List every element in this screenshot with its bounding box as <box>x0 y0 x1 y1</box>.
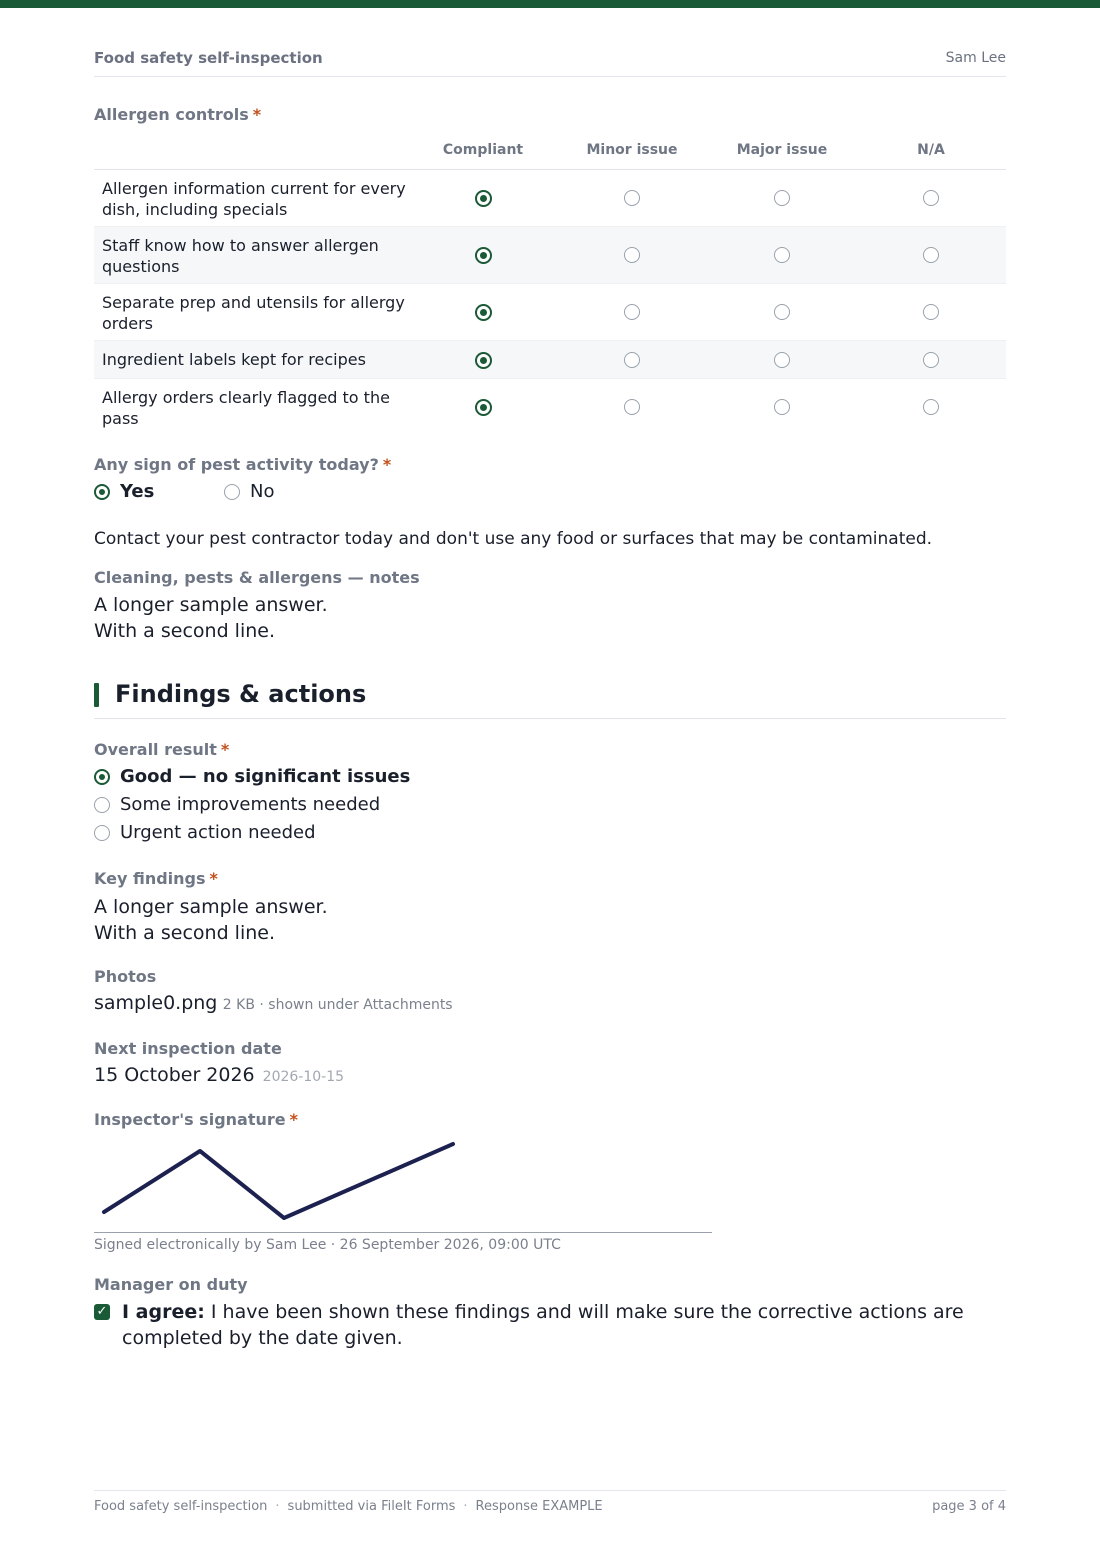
matrix-row <box>94 170 1006 227</box>
signature-stroke <box>104 1144 453 1218</box>
overall-option-good[interactable] <box>94 766 410 787</box>
pest-option-yes[interactable] <box>94 481 154 502</box>
signature-label <box>94 1110 298 1129</box>
pest-activity-label-text: Any sign of pest activity today? <box>94 455 379 474</box>
signature-box <box>94 1138 712 1233</box>
matrix-row-label: Ingredient labels kept for recipes <box>102 350 366 369</box>
column-minor-issue: Minor issue <box>586 142 678 158</box>
next-inspection-label: Next inspection date <box>94 1039 282 1058</box>
notes-answer <box>94 592 328 644</box>
key-findings-answer <box>94 894 328 946</box>
radio-na[interactable] <box>923 304 939 320</box>
footer-separator: · <box>463 1499 468 1514</box>
radio-urgent[interactable] <box>94 825 110 841</box>
signature-label-text: Inspector's signature <box>94 1110 286 1129</box>
allergen-controls-label-text: Allergen controls <box>94 105 249 124</box>
required-marker: * <box>382 455 392 474</box>
overall-option-improvements-label: Some improvements needed <box>120 794 381 815</box>
matrix-row-label: Staff know how to answer allergen questions <box>102 236 379 276</box>
column-na: N/A <box>917 142 945 158</box>
radio-compliant[interactable] <box>475 399 492 416</box>
radio-compliant[interactable] <box>475 190 492 207</box>
radio-na[interactable] <box>923 352 939 368</box>
agree-statement <box>122 1299 1002 1351</box>
overall-option-improvements[interactable] <box>94 794 380 815</box>
radio-minor-issue[interactable] <box>624 352 640 368</box>
required-marker: * <box>209 869 218 888</box>
overall-option-urgent-label: Urgent action needed <box>120 822 316 843</box>
user-name: Sam Lee <box>945 50 1006 66</box>
form-title: Food safety self-inspection <box>94 49 323 67</box>
allergen-controls-label <box>94 105 261 124</box>
radio-major-issue[interactable] <box>774 399 790 415</box>
photo-file-meta: 2 KB · shown under Attachments <box>222 997 453 1013</box>
overall-result-label <box>94 740 229 759</box>
radio-na[interactable] <box>923 399 939 415</box>
radio-major-issue[interactable] <box>774 304 790 320</box>
footer-response: Response EXAMPLE <box>475 1499 603 1514</box>
radio-compliant[interactable] <box>475 352 492 369</box>
overall-option-urgent[interactable] <box>94 822 316 843</box>
agree-bold: I agree: <box>122 1301 205 1323</box>
overall-option-good-label: Good — no significant issues <box>120 766 411 787</box>
matrix-row-label: Separate prep and utensils for allergy orders <box>102 293 405 333</box>
section-accent-bar <box>94 683 99 707</box>
matrix-row-label: Allergen information current for every dish, including specials <box>102 179 406 219</box>
notes-label: Cleaning, pests & allergens — notes <box>94 568 420 587</box>
radio-minor-issue[interactable] <box>624 304 640 320</box>
radio-major-issue[interactable] <box>774 352 790 368</box>
radio-compliant[interactable] <box>475 304 492 321</box>
next-inspection-value <box>94 1064 344 1086</box>
radio-no[interactable] <box>224 484 240 500</box>
required-marker: * <box>220 740 230 759</box>
radio-yes[interactable] <box>94 484 110 500</box>
matrix-row <box>94 284 1006 341</box>
manager-label: Manager on duty <box>94 1275 248 1294</box>
radio-major-issue[interactable] <box>774 190 790 206</box>
photo-attachment[interactable] <box>94 992 453 1014</box>
pest-activity-label <box>94 455 391 474</box>
key-findings-line-1: A longer sample answer. <box>94 896 328 918</box>
pest-advice: Contact your pest contractor today and don't use any food or surfaces that may be contaminated. <box>94 529 933 549</box>
radio-minor-issue[interactable] <box>624 247 640 263</box>
photos-label: Photos <box>94 967 157 986</box>
column-major-issue: Major issue <box>736 142 828 158</box>
signature-drawing <box>94 1138 712 1232</box>
matrix-row <box>94 341 1006 379</box>
agree-text: I have been shown these findings and will make sure the corrective actions are completed by the date given. <box>122 1301 964 1349</box>
matrix-header <box>94 136 1006 170</box>
footer-page-number: page 3 of 4 <box>932 1499 1006 1514</box>
footer-info <box>94 1499 603 1514</box>
overall-result-label-text: Overall result <box>94 740 217 759</box>
matrix-row <box>94 227 1006 284</box>
required-marker: * <box>252 105 262 124</box>
radio-major-issue[interactable] <box>774 247 790 263</box>
key-findings-label <box>94 869 218 888</box>
section-heading <box>94 680 1006 719</box>
check-icon: ✓ <box>96 1304 108 1319</box>
next-inspection-iso-date: 2026-10-15 <box>262 1069 345 1085</box>
radio-na[interactable] <box>923 247 939 263</box>
footer-separator: · <box>275 1499 280 1514</box>
page-footer <box>94 1490 1006 1521</box>
matrix-row <box>94 379 1006 435</box>
section-title: Findings & actions <box>115 680 367 708</box>
next-inspection-date: 15 October 2026 <box>94 1064 255 1086</box>
key-findings-label-text: Key findings <box>94 869 206 888</box>
pest-option-no-label: No <box>250 481 275 502</box>
column-compliant: Compliant <box>442 142 524 158</box>
radio-minor-issue[interactable] <box>624 399 640 415</box>
matrix-row-label: Allergy orders clearly flagged to the pass <box>102 388 390 428</box>
radio-compliant[interactable] <box>475 247 492 264</box>
pest-option-no[interactable] <box>224 481 274 502</box>
radio-improvements[interactable] <box>94 797 110 813</box>
radio-good[interactable] <box>94 769 110 785</box>
allergen-matrix <box>94 136 1006 435</box>
signature-caption: Signed electronically by Sam Lee · 26 September 2026, 09:00 UTC <box>94 1237 561 1253</box>
notes-line-2: With a second line. <box>94 620 275 642</box>
page-header <box>94 48 1006 77</box>
radio-na[interactable] <box>923 190 939 206</box>
notes-line-1: A longer sample answer. <box>94 594 328 616</box>
key-findings-line-2: With a second line. <box>94 922 275 944</box>
footer-form-title: Food safety self-inspection <box>94 1499 268 1514</box>
agree-checkbox[interactable] <box>94 1304 110 1320</box>
radio-minor-issue[interactable] <box>624 190 640 206</box>
photo-file-name[interactable]: sample0.png <box>94 992 218 1014</box>
footer-submitted: submitted via FileIt Forms <box>287 1499 456 1514</box>
top-accent-bar <box>0 0 1100 8</box>
required-marker: * <box>289 1110 298 1129</box>
pest-option-yes-label: Yes <box>120 481 155 502</box>
